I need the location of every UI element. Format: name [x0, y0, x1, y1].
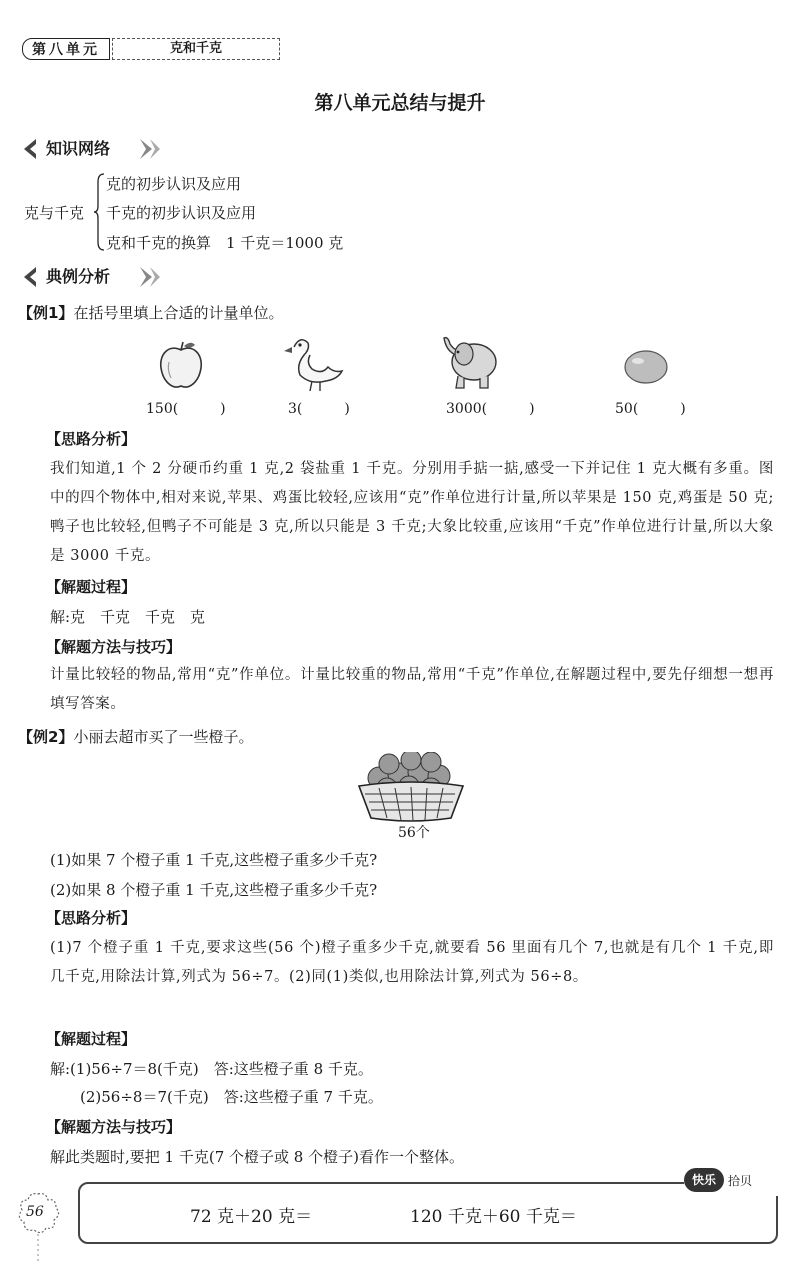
example2-line	[18, 722, 253, 752]
badge-side: 拾贝	[728, 1174, 753, 1188]
egg-image	[622, 348, 670, 386]
page-title: 第八单元总结与提升	[314, 92, 486, 114]
example1-process: 解:克 千克 千克 克	[50, 608, 206, 626]
example2-thinking-title: 【思路分析】	[46, 909, 137, 927]
topic-label: 克和千克	[112, 38, 280, 60]
basket-caption: 56个	[398, 825, 430, 841]
analysis-heading	[22, 264, 162, 290]
blank-duck[interactable]: 3( )	[288, 401, 350, 417]
orange-basket-image	[355, 752, 467, 824]
example2-thinking: (1)7 个橙子重 1 千克,要求这些(56 个)橙子重多少千克,就要看 56 里面有几个 7,也就是有几个 1 千克,即几千克,用除法计算,列式为 56÷7。(2)同(1)类似,也用除法计算,列式为 56÷8。	[50, 940, 774, 985]
elephant-image	[440, 332, 502, 390]
example2-tips: 解此类题时,要把 1 千克(7 个橙子或 8 个橙子)看作一个整体。	[50, 1148, 464, 1166]
example1-prompt: 在括号里填上合适的计量单位。	[73, 304, 284, 322]
bonus-eq2: 120 千克＋60 千克＝	[410, 1207, 577, 1227]
blank-elephant[interactable]: 3000( )	[446, 401, 535, 417]
apple-image	[155, 340, 207, 392]
example1-tag: 【例1】	[18, 304, 74, 322]
badge-main: 快乐	[684, 1168, 724, 1192]
bonus-eq1: 72 克＋20 克＝	[190, 1207, 313, 1227]
blank-apple[interactable]: 150( )	[146, 401, 226, 417]
example2-prompt: 小丽去超市买了一些橙子。	[73, 728, 254, 746]
example2-tag: 【例2】	[18, 728, 74, 746]
knowledge-heading-label: 知识网络	[40, 136, 116, 162]
example2-q1: (1)如果 7 个橙子重 1 千克,这些橙子重多少千克?	[50, 851, 378, 869]
example1-thinking-title: 【思路分析】	[46, 430, 137, 448]
page-number-flower-icon	[14, 1190, 62, 1266]
example1-tips-title: 【解题方法与技巧】	[46, 638, 182, 656]
example1-line	[18, 298, 283, 328]
blank-egg[interactable]: 50( )	[615, 401, 686, 417]
duck-image	[282, 335, 344, 393]
brace-icon	[94, 172, 106, 252]
example1-tips: 计量比较轻的物品,常用“克”作单位。计量比较重的物品,常用“千克”作单位,在解题过程中,要先仔细想一想再填写答案。	[50, 667, 774, 712]
example1-process-title: 【解题过程】	[46, 578, 137, 596]
page-number: 56	[26, 1204, 44, 1220]
example2-tips-title: 【解题方法与技巧】	[46, 1118, 182, 1136]
example2-process-title: 【解题过程】	[46, 1030, 137, 1048]
bonus-box	[78, 1182, 778, 1244]
example2-process1: 解:(1)56÷7＝8(千克) 答:这些橙子重 8 千克。	[50, 1060, 373, 1078]
badge	[684, 1166, 784, 1196]
example2-q2: (2)如果 8 个橙子重 1 千克,这些橙子重多少千克?	[50, 881, 378, 899]
knowledge-item: 克的初步认识及应用	[106, 175, 242, 193]
knowledge-root: 克与千克	[24, 204, 85, 222]
example1-thinking: 我们知道,1 个 2 分硬币约重 1 克,2 袋盐重 1 千克。分别用手掂一掂,感受一下并记住 1 克大概有多重。图中的四个物体中,相对来说,苹果、鸡蛋比较轻,应该用“克”作单位进行计量,所以苹果是 150 克,鸡蛋是 50 克;鸭子也比较轻,但鸭子不可能是 3 克,所以只能是 3 千克;大象比较重,应该用“千克”作单位进行计量,所以大象是 3000 千克。	[50, 461, 774, 564]
knowledge-item: 千克的初步认识及应用	[106, 204, 257, 222]
unit-label: 第八单元	[22, 38, 110, 60]
knowledge-item: 克和千克的换算 1 千克＝1000 克	[106, 234, 344, 252]
example2-process2: (2)56÷8＝7(千克) 答:这些橙子重 7 千克。	[80, 1088, 383, 1106]
knowledge-heading	[22, 136, 162, 162]
analysis-heading-label: 典例分析	[40, 264, 116, 290]
